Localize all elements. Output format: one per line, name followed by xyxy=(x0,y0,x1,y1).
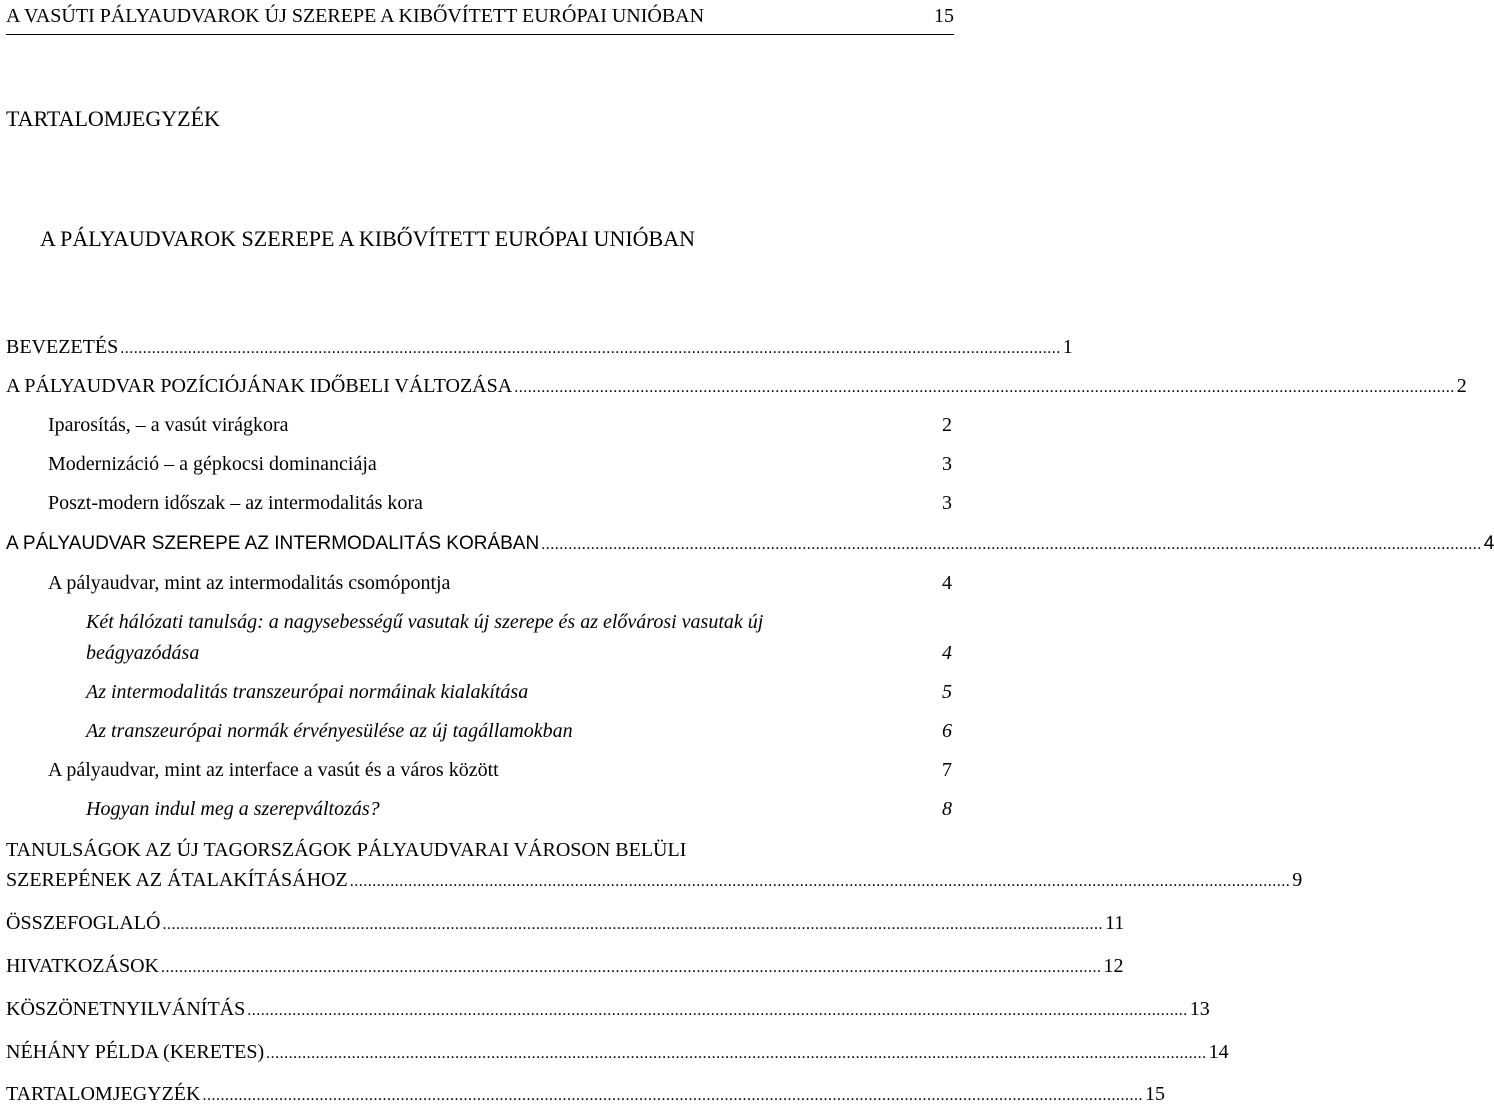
toc-entry-page: 1 xyxy=(1062,336,1073,358)
toc-entry-page: 15 xyxy=(1144,1083,1165,1105)
document-title: A PÁLYAUDVAROK SZEREPE A KIBŐVÍTETT EURÓPAI UNIÓBAN xyxy=(40,226,695,251)
toc-entry[interactable] xyxy=(6,912,1125,936)
toc-entry-label: Az intermodalitás transzeurópai normáinak kialakítása xyxy=(86,681,529,703)
header-page-number: 15 xyxy=(934,5,954,27)
toc-entry[interactable] xyxy=(6,869,1303,893)
toc-entry[interactable] xyxy=(6,533,1494,557)
toc-entry[interactable] xyxy=(86,798,952,822)
toc-entry-page: 7 xyxy=(942,759,952,781)
toc-entry-page: 6 xyxy=(942,720,952,742)
toc-entry[interactable] xyxy=(6,1083,1165,1107)
toc-entry-page: 3 xyxy=(942,453,952,475)
toc-entry[interactable] xyxy=(48,453,952,477)
toc-entry-label: Hogyan indul meg a szerepváltozás? xyxy=(86,798,380,820)
toc-entry[interactable] xyxy=(48,759,952,783)
toc-entry-page: 4 xyxy=(1483,533,1494,554)
leader-dots: ................................................................................................................................................................................................................. xyxy=(541,536,1482,553)
toc-entry[interactable] xyxy=(6,998,1210,1022)
toc-entry-page: 2 xyxy=(942,414,952,436)
toc-entry-page: 4 xyxy=(942,572,952,594)
toc-entry-label-line2: SZEREPÉNEK AZ ÁTALAKÍTÁSÁHOZ xyxy=(6,869,348,891)
toc-entry-label: NÉHÁNY PÉLDA (KERETES) xyxy=(6,1041,265,1063)
toc-entry[interactable] xyxy=(6,336,1073,360)
toc-entry-page: 2 xyxy=(1456,375,1467,397)
toc-entry-label: A PÁLYAUDVAR SZEREPE AZ INTERMODALITÁS KORÁBAN xyxy=(6,533,540,554)
leader-dots: ................................................................................................................................................................................................................. xyxy=(160,959,1102,976)
leader-dots: ................................................................................................................................................................................................................. xyxy=(120,340,1061,357)
toc-entry[interactable] xyxy=(86,642,952,666)
toc-entry-label: A pályaudvar, mint az interface a vasút és a város között xyxy=(48,759,499,781)
toc-entry-label: A pályaudvar, mint az intermodalitás csomópontja xyxy=(48,572,451,594)
toc-entry-page: 13 xyxy=(1189,998,1210,1020)
leader-dots: ................................................................................................................................................................................................................. xyxy=(162,916,1103,933)
toc-entry-label-line2: beágyazódása xyxy=(86,642,200,664)
leader-dots: ................................................................................................................................................................................................................. xyxy=(349,873,1291,890)
toc-entry-label: BEVEZETÉS xyxy=(6,336,119,358)
toc-entry-label: Az transzeurópai normák érvényesülése az új tagállamokban xyxy=(86,720,573,742)
leader-dots: ................................................................................................................................................................................................................. xyxy=(266,1045,1207,1062)
toc-entry-label: Poszt-modern időszak – az intermodalitás kora xyxy=(48,492,423,514)
toc-entry-page: 5 xyxy=(942,681,952,703)
toc-entry-label: A PÁLYAUDVAR POZÍCIÓJÁNAK IDŐBELI VÁLTOZÁSA xyxy=(6,375,513,397)
leader-dots: ................................................................................................................................................................................................................. xyxy=(247,1002,1188,1019)
toc-entry[interactable] xyxy=(6,375,1467,399)
toc-heading: TARTALOMJEGYZÉK xyxy=(6,106,220,131)
toc-entry-label: HIVATKOZÁSOK xyxy=(6,955,159,977)
toc-entry-label: Iparosítás, – a vasút virágkora xyxy=(48,414,289,436)
toc-entry-page: 11 xyxy=(1104,912,1125,934)
running-title: A VASÚTI PÁLYAUDVAROK ÚJ SZEREPE A KIBŐVÍTETT EURÓPAI UNIÓBAN xyxy=(6,5,705,27)
toc-entry[interactable] xyxy=(6,1041,1229,1065)
leader-dots: ................................................................................................................................................................................................................. xyxy=(202,1087,1143,1104)
toc-entry-label: ÖSSZEFOGLALÓ xyxy=(6,912,161,934)
leader-dots: ................................................................................................................................................................................................................. xyxy=(514,379,1455,396)
toc-entry-label: TARTALOMJEGYZÉK xyxy=(6,1083,201,1105)
toc-entry[interactable] xyxy=(48,414,952,438)
toc-entry-page: 3 xyxy=(942,492,952,514)
toc-entry-label: KÖSZÖNETNYILVÁNÍTÁS xyxy=(6,998,246,1020)
toc-entry-page: 12 xyxy=(1103,955,1124,977)
toc-entry[interactable] xyxy=(48,492,952,516)
toc-entry-page: 4 xyxy=(942,642,952,664)
toc-entry-label-line1[interactable]: TANULSÁGOK AZ ÚJ TAGORSZÁGOK PÁLYAUDVARAI VÁROSON BELÜLI xyxy=(6,839,687,861)
running-header xyxy=(6,0,954,35)
toc-entry-page: 14 xyxy=(1208,1041,1229,1063)
toc-entry-page: 9 xyxy=(1292,869,1303,891)
toc-entry[interactable] xyxy=(86,720,952,744)
toc-entry-label: Modernizáció – a gépkocsi dominanciája xyxy=(48,453,377,475)
toc-entry-page: 8 xyxy=(942,798,952,820)
toc-entry[interactable] xyxy=(6,955,1124,979)
toc-entry-label-line1[interactable]: Két hálózati tanulság: a nagysebességű vasutak új szerepe és az elővárosi vasutak új xyxy=(86,611,764,633)
toc-entry[interactable] xyxy=(48,572,952,596)
toc-entry[interactable] xyxy=(86,681,952,705)
